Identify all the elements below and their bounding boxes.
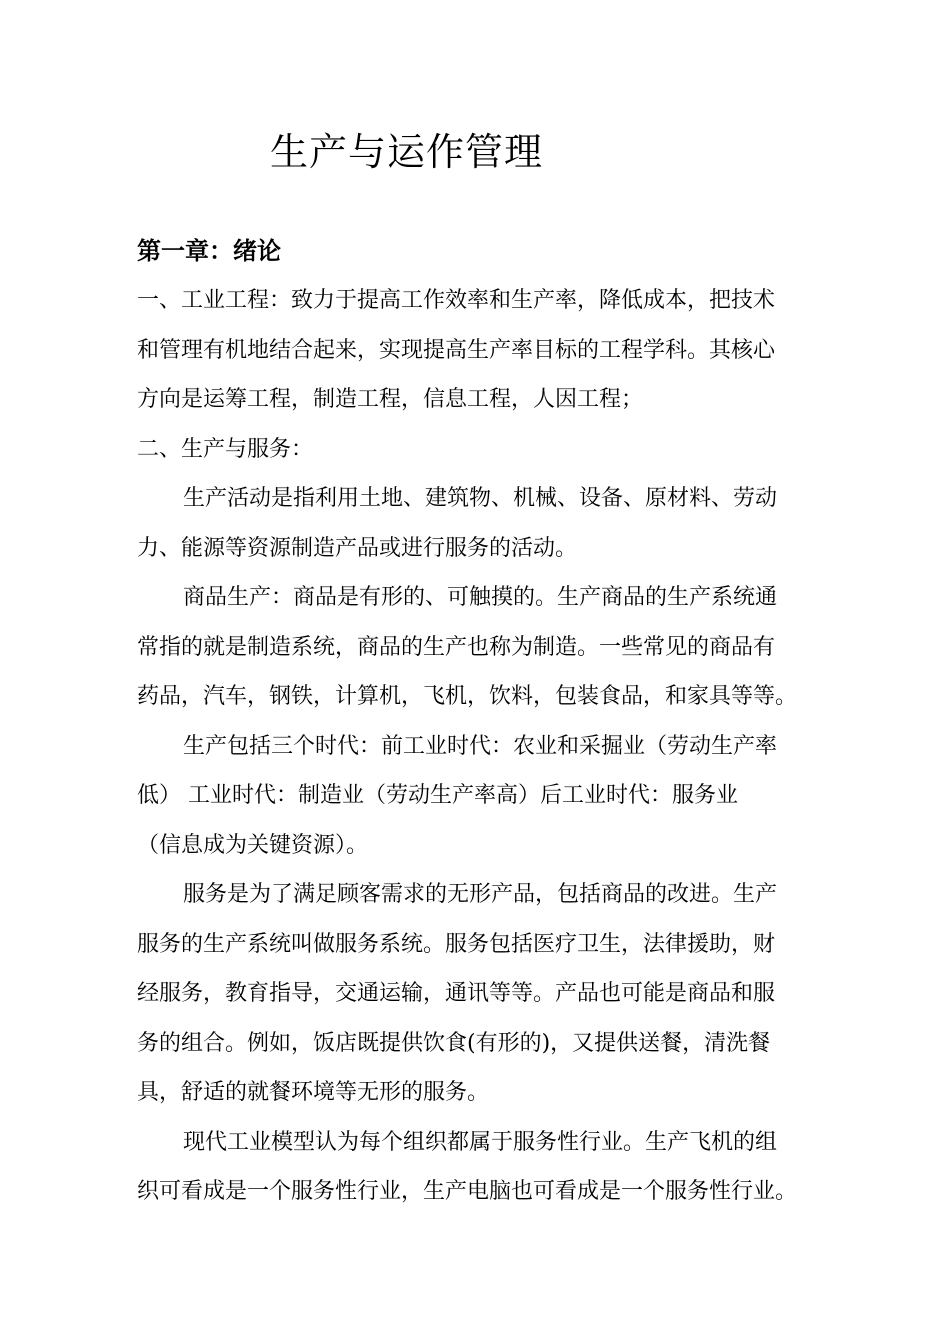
text-line: 药品，汽车，钢铁，计算机，飞机，饮料，包装食品，和家具等等。 [137,684,798,709]
text-line: 具，舒适的就餐环境等无形的服务。 [137,1080,490,1105]
paragraph-three-eras [137,722,839,871]
text-line: 力、能源等资源制造产品或进行服务的活动。 [137,535,578,561]
text-line: 务的组合。例如，饭店既提供饮食(有形的)，又提供送餐，清洗餐 [137,1030,771,1056]
text-line: 服务的生产系统叫做服务系统。服务包括医疗卫生，法律援助，财 [137,931,776,957]
text-line: （信息成为关键资源）。 [137,832,369,858]
paragraph-goods-production [137,573,839,722]
text-line: 织可看成是一个服务性行业，生产电脑也可看成是一个服务性行业。 [137,1179,798,1204]
text-line: 经服务，教育指导，交通运输，通讯等等。产品也可能是商品和服 [137,981,776,1006]
text-line: 服务是为了满足顾客需求的无形产品，包括商品的改进。生产 [183,882,778,907]
paragraph-modern-industry-model [137,1118,839,1217]
text-line: 一、工业工程：致力于提高工作效率和生产率，降低成本，把技术 [137,288,776,313]
text-line: 现代工业模型认为每个组织都属于服务性行业。生产飞机的组 [183,1129,778,1155]
paragraph-industrial-engineering [137,276,839,425]
section-heading-production-service [137,425,839,475]
text-line: 方向是运筹工程，制造工程，信息工程，人因工程； [137,387,644,412]
text-line: 商品生产：商品是有形的、可触摸的。生产商品的生产系统通 [183,585,778,610]
paragraph-production-activity [137,474,839,573]
text-line: 常指的就是制造系统，商品的生产也称为制造。一些常见的商品有 [137,634,776,660]
text-line: 低） 工业时代：制造业（劳动生产率高）后工业时代：服务业 [137,783,738,808]
document-title: 生产与运作管理 [270,130,544,174]
document-body [137,226,839,1217]
text-line: 和管理有机地结合起来，实现提高生产率目标的工程学科。其核心 [137,337,776,363]
chapter-heading: 第一章：绪论 [137,236,281,265]
text-line: 二、生产与服务： [137,436,314,462]
text-line: 生产包括三个时代：前工业时代：农业和采掘业（劳动生产率 [183,733,778,759]
text-line: 生产活动是指利用土地、建筑物、机械、设备、原材料、劳动 [183,486,778,511]
paragraph-services [137,870,839,1118]
